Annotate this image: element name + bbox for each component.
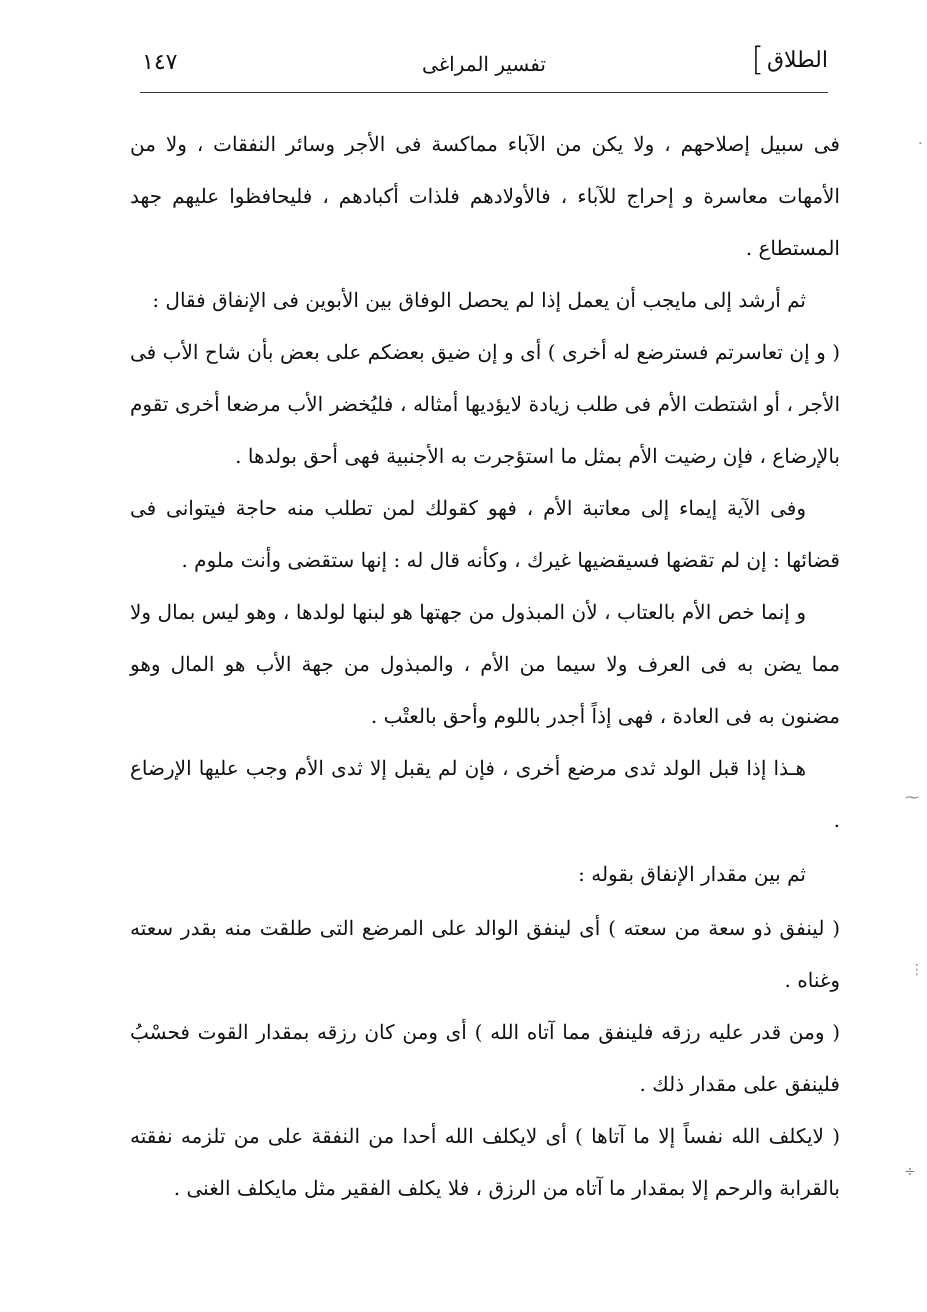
margin-mark: ⁓ — [905, 790, 919, 806]
paragraph: ( ومن قدر عليه رزقه فلينفق مما آتاه الله ) أى ومن كان رزقه بمقدار القوت فحسْبُ فلينفق على مقدار ذلك . — [130, 1020, 840, 1096]
paragraph: هـذا إذا قبل الولد ثدى مرضع أخرى ، فإن لم يقبل إلا ثدى الأم وجب عليها الإرضاع . — [130, 756, 840, 832]
paragraph: ثم بين مقدار الإنفاق بقوله : — [578, 862, 806, 886]
running-header — [140, 42, 828, 94]
paragraph: وفى الآية إيماء إلى معاتبة الأم ، فهو كقولك لمن تطلب منه حاجة فيتوانى فى قضائها : إن لم تقضها فسيقضيها غيرك ، وكأنه قال له : إنها ستقضى وأنت ملوم . — [130, 496, 840, 572]
header-bracket: ] — [751, 40, 764, 78]
header-rule — [140, 92, 828, 93]
paragraph: ثم أرشد إلى مايجب أن يعمل إذا لم يحصل الوفاق بين الأبوين فى الإنفاق فقال : — [152, 288, 806, 312]
paragraph: ( لينفق ذو سعة من سعته ) أى لينفق الوالد على المرضع التى طلقت منه بقدر سعته وغناه . — [130, 916, 840, 992]
chapter-name: الطلاق — [766, 48, 828, 73]
paragraph: ( و إن تعاسرتم فسترضع له أخرى ) أى و إن ضيق بعضكم على بعض بأن شاح الأب فى الأجر ، أو اشتطت الأم فى طلب زيادة لايؤديها أمثاله ، فليُخضر الأب مرضعا أخرى تقوم بالإرضاع ، فإن رضيت الأم بمثل ما استؤجرت به الأجنبية فهى أحق بولدها . — [130, 340, 840, 468]
paragraph: و إنما خص الأم بالعتاب ، لأن المبذول من جهتها هو لبنها لولدها ، وهو ليس بمال ولا مما يضن به فى العرف ولا سيما من الأم ، والمبذول من جهة الأب هو المال وهو مضنون به فى العادة ، فهى إذاً أجدر باللوم وأحق بالعتْب . — [130, 600, 840, 728]
paragraph: فى سبيل إصلاحهم ، ولا يكن من الآباء مماكسة فى الأجر وسائر النفقات ، ولا من الأمهات معاسرة و إحراج للآباء ، فالأولادهم فلذات أكبادهم ، فليحافظوا عليهم جهد المستطاع . — [130, 132, 840, 260]
book-title: تفسير المراغى — [422, 52, 546, 76]
page-body — [130, 118, 840, 1214]
margin-mark: ⋮ — [910, 962, 924, 978]
paragraph: ( لايكلف الله نفساً إلا ما آتاها ) أى لايكلف الله أحدا من النفقة على من تلزمه نفقته بالقرابة والرحم إلا بمقدار ما آتاه من الرزق ، فلا يكلف الفقير مثل مايكلف الغنى . — [130, 1124, 840, 1200]
page-number: ١٤٧ — [142, 50, 178, 75]
margin-mark: · — [918, 136, 923, 152]
margin-mark: ÷ — [904, 1164, 916, 1180]
